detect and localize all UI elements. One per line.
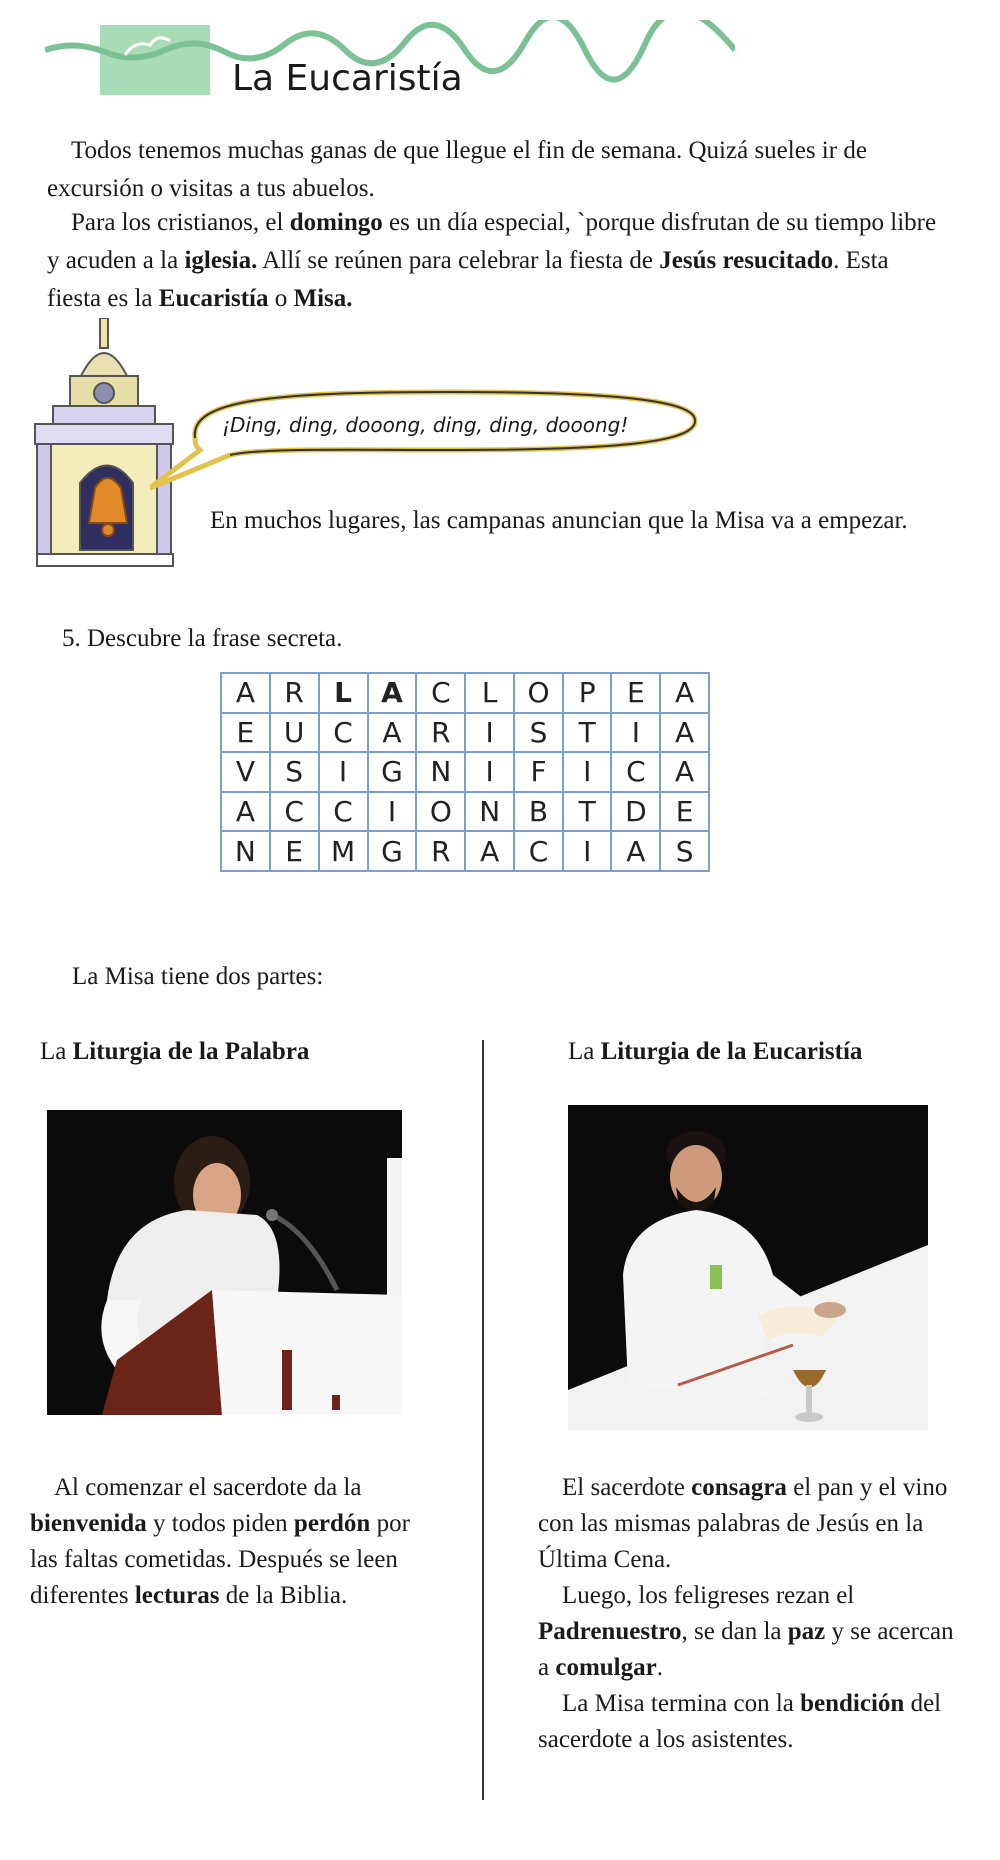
text-span: Luego, los feligreses rezan el [562, 1582, 855, 1609]
grid-cell: I [563, 752, 611, 792]
bold-bienvenida: bienvenida [30, 1510, 147, 1537]
grid-cell: C [319, 713, 368, 753]
text-span: o [268, 285, 294, 312]
text-span: Al comenzar el sacerdote da la [54, 1474, 362, 1501]
grid-cell: E [221, 713, 270, 753]
grid-cell: G [368, 831, 417, 871]
text-span: Allí se reúnen para celebrar la fiesta de [257, 247, 660, 274]
title-badge [100, 25, 210, 95]
bold-perdon: perdón [293, 1510, 371, 1537]
intro-paragraph-1 [47, 132, 947, 208]
grid-cell: E [270, 831, 319, 871]
text-span: y se acercan a [538, 1618, 954, 1681]
bells-paragraph [190, 502, 950, 540]
grid-cell: A [368, 673, 417, 713]
grid-cell: A [660, 713, 709, 753]
grid-cell: I [465, 752, 514, 792]
grid-cell: I [563, 831, 611, 871]
grid-cell: S [514, 713, 563, 753]
grid-cell: A [368, 713, 417, 753]
text-span: por las faltas cometidas. Después se leen diferentes [30, 1510, 410, 1609]
grid-cell: L [319, 673, 368, 713]
bells-text: En muchos lugares, las campanas anuncian que la Misa va a empezar. [210, 507, 908, 534]
column-divider [482, 1040, 484, 1800]
bold-paz: paz [787, 1618, 826, 1645]
grid-cell: A [221, 673, 270, 713]
grid-cell: G [368, 752, 417, 792]
grid-cell: N [221, 831, 270, 871]
right-paragraph-2 [538, 1578, 958, 1686]
grid-cell: A [611, 831, 660, 871]
grid-cell: L [465, 673, 514, 713]
text-span: y todos piden [146, 1510, 294, 1537]
grid-row [221, 713, 709, 753]
bold-padrenuestro: Padrenuestro [538, 1618, 682, 1645]
grid-row [221, 752, 709, 792]
grid-cell: I [465, 713, 514, 753]
grid-cell: A [660, 673, 709, 713]
intro-paragraph-2 [47, 204, 947, 318]
grid-cell: N [416, 752, 465, 792]
bold-iglesia: iglesia. [184, 247, 258, 274]
grid-cell: R [270, 673, 319, 713]
grid-cell: M [319, 831, 368, 871]
grid-cell: T [563, 713, 611, 753]
right-heading [568, 1038, 862, 1066]
bold-jesus-resucitado: Jesús resucitado [659, 247, 834, 274]
text-span: Para los cristianos, el [71, 209, 290, 236]
grid-cell: C [416, 673, 465, 713]
liturgy-eucharist-photo [568, 1105, 928, 1430]
grid-cell: A [221, 792, 270, 832]
right-paragraph-3 [538, 1686, 958, 1758]
heading-bold: Liturgia de la Palabra [72, 1038, 310, 1065]
bold-comulgar: comulgar [555, 1654, 657, 1681]
right-paragraph-1 [538, 1470, 958, 1578]
grid-cell: S [270, 752, 319, 792]
grid-cell: T [563, 792, 611, 832]
text-span: . Esta fiesta es la [47, 247, 889, 312]
grid-cell: C [319, 792, 368, 832]
bold-consagra: consagra [691, 1474, 787, 1501]
grid-cell: A [660, 752, 709, 792]
text-span: La Misa termina con la [562, 1690, 801, 1717]
intro-text-1: Todos tenemos muchas ganas de que llegue el fin de semana. Quizá sueles ir de excursión o visitas a tus abuelos. [47, 137, 867, 202]
word-search-grid [220, 672, 710, 872]
grid-cell: F [514, 752, 563, 792]
text-span: el pan y el vino con las mismas palabras de Jesús en la Última Cena. [538, 1474, 948, 1573]
heading-bold: Liturgia de la Eucaristía [600, 1038, 863, 1065]
left-text [30, 1470, 440, 1614]
bold-misa: Misa. [293, 285, 353, 312]
bold-lecturas: lecturas [134, 1582, 220, 1609]
grid-cell: O [416, 792, 465, 832]
grid-cell: C [514, 831, 563, 871]
left-heading [40, 1038, 309, 1066]
text-span: , se dan la [681, 1618, 788, 1645]
grid-cell: E [611, 673, 660, 713]
bold-bendicion: bendición [800, 1690, 905, 1717]
grid-cell: R [416, 831, 465, 871]
text-span: de la Biblia. [219, 1582, 348, 1609]
bold-domingo: domingo [289, 209, 383, 236]
grid-cell: R [416, 713, 465, 753]
grid-cell: C [611, 752, 660, 792]
liturgy-word-photo [47, 1110, 402, 1415]
grid-cell: U [270, 713, 319, 753]
text-span: . [656, 1654, 663, 1681]
page-title: La Eucaristía [232, 58, 463, 99]
grid-cell: S [660, 831, 709, 871]
grid-cell: I [611, 713, 660, 753]
right-text [538, 1470, 958, 1758]
grid-cell: N [465, 792, 514, 832]
grid-cell: C [270, 792, 319, 832]
text-span: La [40, 1038, 73, 1065]
grid-cell: D [611, 792, 660, 832]
text-span: La [568, 1038, 601, 1065]
grid-cell: V [221, 752, 270, 792]
grid-cell: A [465, 831, 514, 871]
grid-row [221, 673, 709, 713]
grid-row [221, 831, 709, 871]
grid-cell: B [514, 792, 563, 832]
bubble-text: ¡Ding, ding, dooong, ding, ding, dooong! [222, 413, 629, 437]
parts-intro: La Misa tiene dos partes: [72, 963, 324, 990]
grid-cell: O [514, 673, 563, 713]
grid-row [221, 792, 709, 832]
text-span: El sacerdote [562, 1474, 692, 1501]
text-span: del sacerdote a los asistentes. [538, 1690, 942, 1753]
exercise-title: 5. Descubre la frase secreta. [62, 625, 343, 652]
text-span: es un día especial, `porque disfrutan de su tiempo libre y acuden a la [47, 209, 937, 274]
grid-cell: I [368, 792, 417, 832]
grid-cell: P [563, 673, 611, 713]
grid-cell: E [660, 792, 709, 832]
grid-cell: I [319, 752, 368, 792]
bold-eucaristia: Eucaristía [158, 285, 269, 312]
